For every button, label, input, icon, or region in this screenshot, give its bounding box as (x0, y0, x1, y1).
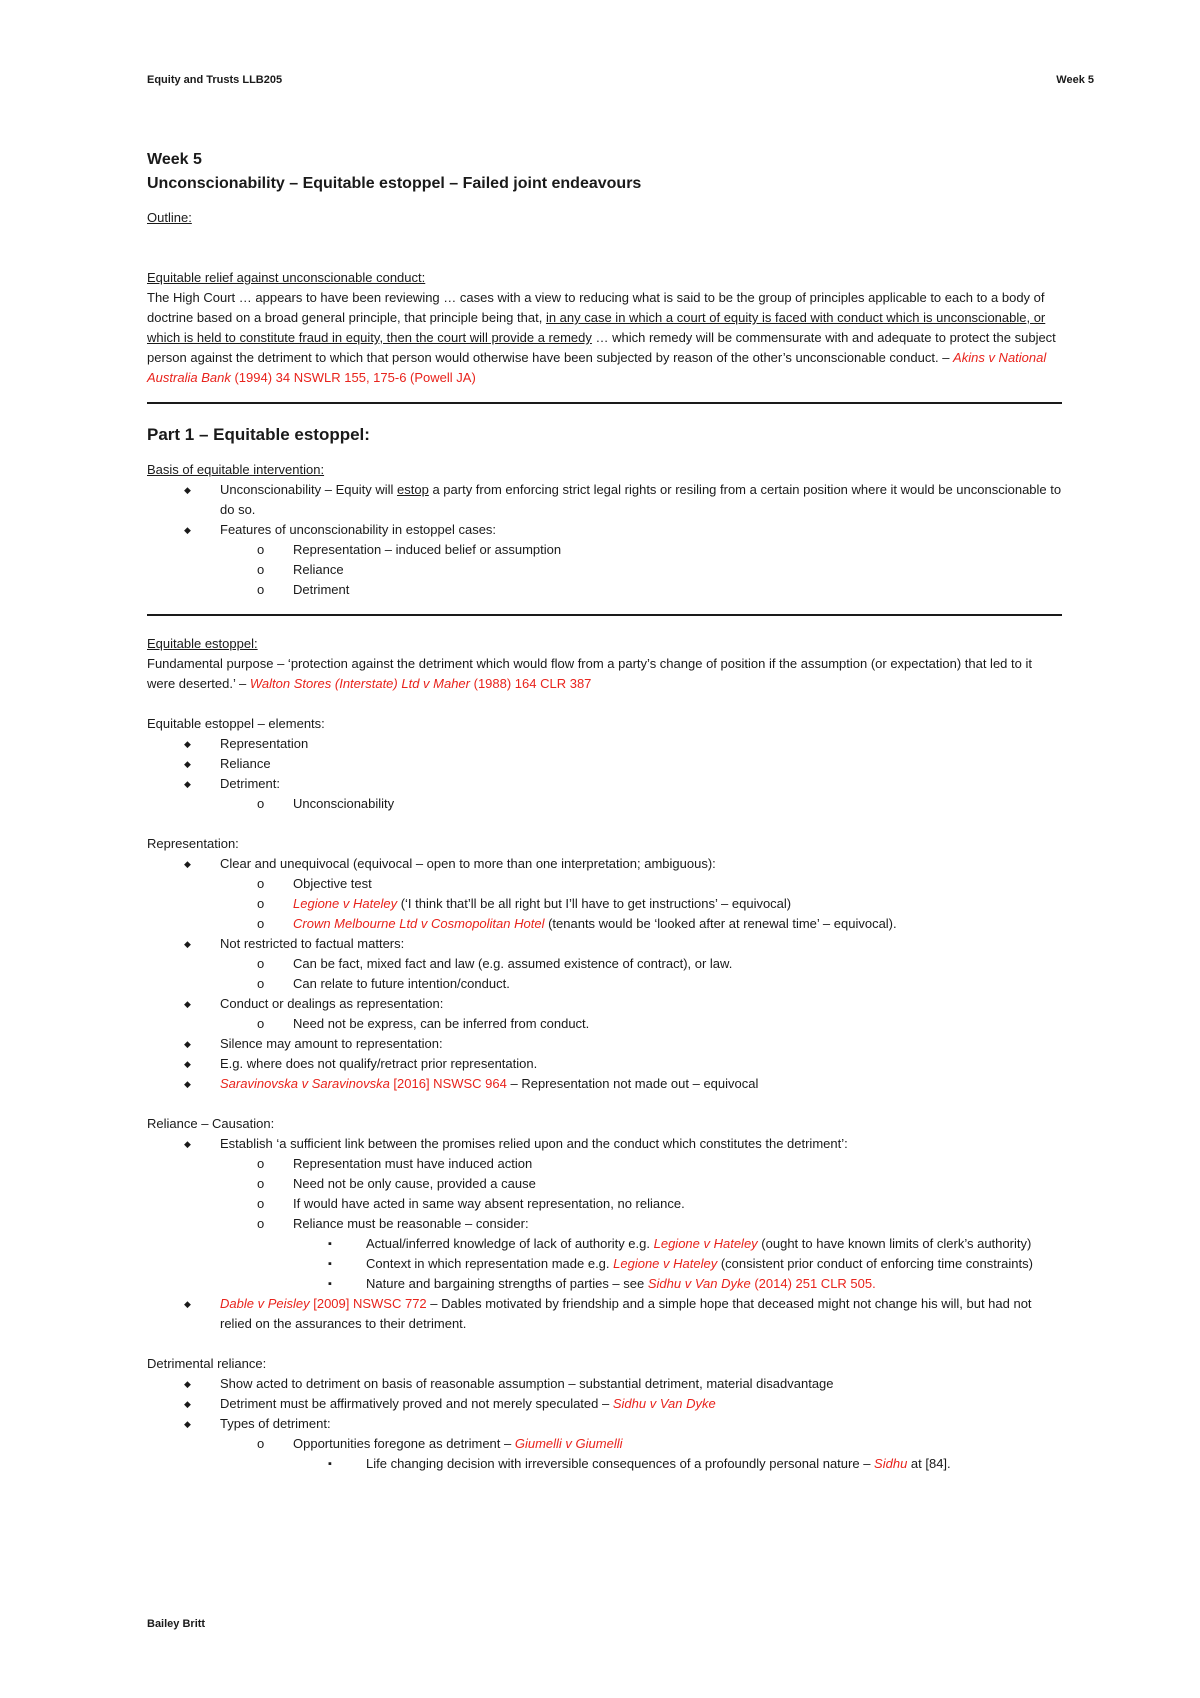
list-item: o Representation must have induced action (147, 1154, 1062, 1174)
item-text: (tenants would be ‘looked after at renewal time’ – equivocal). (544, 916, 897, 931)
document-body (147, 148, 1062, 1474)
section-divider (147, 614, 1062, 616)
item-text: Context in which representation made e.g. (366, 1256, 614, 1271)
list-item: ◆ Representation (147, 734, 1062, 754)
list-item (147, 914, 1062, 934)
representation-list (147, 854, 1062, 1094)
item-text: at [84]. (907, 1456, 951, 1471)
list-item: ◆ Reliance (147, 754, 1062, 774)
case-reference: (1994) 34 NSWLR 155, 175-6 (Powell JA) (230, 370, 476, 385)
case-citation: Legione v Hateley (613, 1256, 718, 1271)
relief-underlined-text: in any case in which a court of equity is faced with conduct which is unconscionable, or which is held to constitute fraud in equity, then the court will provide a remedy (147, 310, 1046, 345)
relief-text-continued: … which remedy will be commensurate with and adequate to protect the subject person against the detriment to which that person would otherwise have been subjected by reason of the other’s unconscionable conduct. – (147, 330, 1056, 365)
elements-heading: Equitable estoppel – elements: (147, 716, 325, 731)
case-citation: Legione v Hateley (293, 896, 398, 911)
list-item: o Need not be express, can be inferred from conduct. (147, 1014, 1062, 1034)
item-text: – Representation not made out – equivocal (506, 1076, 759, 1091)
list-item: o Objective test (147, 874, 1062, 894)
item-text: Opportunities foregone as detriment – (293, 1436, 515, 1451)
relief-heading: Equitable relief against unconscionable conduct: (147, 270, 426, 285)
list-item: ◆ Not restricted to factual matters: (147, 934, 1062, 954)
list-item: o Reliance (147, 560, 1062, 580)
case-citation: Giumelli v Giumelli (514, 1436, 623, 1451)
list-item: o Need not be only cause, provided a cause (147, 1174, 1062, 1194)
detrimental-heading: Detrimental reliance: (147, 1356, 267, 1371)
case-citation: Akins v National Australia Bank (147, 350, 1047, 385)
item-text: Life changing decision with irreversible consequences of a profoundly personal nature – (366, 1456, 875, 1471)
header-week: Week 5 (1056, 74, 1094, 86)
list-item: ◆ E.g. where does not qualify/retract prior representation. (147, 1054, 1062, 1074)
list-item: ◆ Conduct or dealings as representation: (147, 994, 1062, 1014)
item-text: a party from enforcing strict legal rights or resiling from a certain position where it would be unconscionable to do so. (220, 482, 1062, 517)
list-item: o Unconscionability (147, 794, 1062, 814)
list-item: o Reliance must be reasonable – consider: (147, 1214, 1062, 1234)
list-item: ◆ Types of detriment: (147, 1414, 1062, 1434)
case-citation: Crown Melbourne Ltd v Cosmopolitan Hotel (293, 916, 545, 931)
case-reference: [2016] NSWSC 964 (389, 1076, 507, 1091)
item-text: (consistent prior conduct of enforcing time constraints) (717, 1256, 1033, 1271)
case-citation: Saravinovska v Saravinovska (220, 1076, 390, 1091)
representation-heading: Representation: (147, 836, 239, 851)
part1-heading: Part 1 – Equitable estoppel: (147, 425, 370, 444)
item-text: Nature and bargaining strengths of parties – see (366, 1276, 648, 1291)
item-text: Detriment must be affirmatively proved and not merely speculated – (220, 1396, 613, 1411)
case-reference: (1988) 164 CLR 387 (470, 676, 592, 691)
case-reference: (2014) 251 CLR 505. (750, 1276, 876, 1291)
relief-text: The High Court … appears to have been reviewing … cases with a view to reducing what is said to be the group of principles applicable to each to a body of doctrine based on a broad general principle, that principle being that, (147, 290, 1045, 325)
item-text: – Dables motivated by friendship and a simple hope that deceased might not change his will, but had not relied on the assurances to their detriment. (220, 1296, 1032, 1331)
page-title: Week 5 (147, 151, 202, 168)
case-citation: Sidhu (874, 1456, 908, 1471)
item-text: (‘I think that’ll be all right but I’ll have to get instructions’ – equivocal) (397, 896, 792, 911)
list-item (147, 1454, 1062, 1474)
list-item: ◆ Silence may amount to representation: (147, 1034, 1062, 1054)
basis-heading: Basis of equitable intervention: (147, 462, 325, 477)
elements-list (147, 734, 1062, 814)
reliance-list (147, 1134, 1062, 1334)
page-subtitle: Unconscionability – Equitable estoppel – Failed joint endeavours (147, 175, 642, 192)
case-citation: Sidhu v Van Dyke (612, 1396, 716, 1411)
list-item: o Representation – induced belief or assumption (147, 540, 1062, 560)
item-text: Actual/inferred knowledge of lack of authority e.g. (366, 1236, 654, 1251)
estoppel-purpose (147, 654, 1062, 694)
case-citation: Legione v Hateley (653, 1236, 758, 1251)
list-item: ◆ Detriment: (147, 774, 1062, 794)
case-citation: Sidhu v Van Dyke (647, 1276, 751, 1291)
list-item (147, 1294, 1062, 1334)
reliance-heading: Reliance – Causation: (147, 1116, 275, 1131)
basis-list (147, 480, 1062, 600)
list-item: ◆ Features of unconscionability in estoppel cases: (147, 520, 1062, 540)
list-item: ◆ Show acted to detriment on basis of reasonable assumption – substantial detriment, material disadvantage (147, 1374, 1062, 1394)
list-item (147, 1074, 1062, 1094)
list-item: o Can be fact, mixed fact and law (e.g. assumed existence of contract), or law. (147, 954, 1062, 974)
list-item (147, 1234, 1062, 1254)
case-citation: Walton Stores (Interstate) Ltd v Maher (249, 676, 470, 691)
list-item: ◆ Establish ‘a sufficient link between the promises relied upon and the conduct which constitutes the detriment’: (147, 1134, 1062, 1154)
list-item (147, 894, 1062, 914)
list-item: ◆ Clear and unequivocal (equivocal – open to more than one interpretation; ambiguous): (147, 854, 1062, 874)
purpose-text: Fundamental purpose – ‘protection against the detriment which would flow from a party’s change of position if the assumption (or expectation) that led to it were deserted.’ – (147, 656, 1032, 691)
detrimental-list (147, 1374, 1062, 1474)
case-reference: [2009] NSWSC 772 (309, 1296, 427, 1311)
list-item: o If would have acted in same way absent representation, no reliance. (147, 1194, 1062, 1214)
list-item (147, 1394, 1062, 1414)
relief-paragraph (147, 288, 1062, 388)
list-item (147, 480, 1062, 520)
list-item (147, 1254, 1062, 1274)
case-citation: Dable v Peisley (220, 1296, 310, 1311)
header-course: Equity and Trusts LLB205 (147, 74, 283, 86)
item-underlined-text: estop (397, 482, 429, 497)
list-item (147, 1434, 1062, 1454)
outline-label: Outline: (147, 210, 192, 225)
footer-author: Bailey Britt (147, 1618, 206, 1630)
list-item: o Detriment (147, 580, 1062, 600)
item-text: (ought to have known limits of clerk’s authority) (757, 1236, 1032, 1251)
list-item: o Can relate to future intention/conduct. (147, 974, 1062, 994)
item-text: Unconscionability – Equity will (220, 482, 398, 497)
estoppel-heading: Equitable estoppel: (147, 636, 258, 651)
list-item (147, 1274, 1062, 1294)
section-divider (147, 402, 1062, 404)
